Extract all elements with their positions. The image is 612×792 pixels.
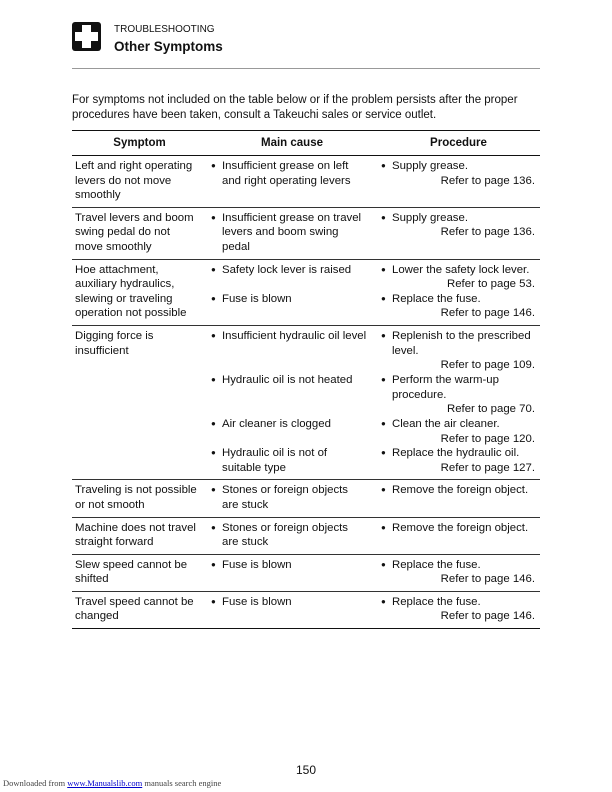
bullet-icon: ● bbox=[211, 596, 216, 606]
bullet-icon: ● bbox=[381, 522, 386, 532]
table-row bbox=[72, 480, 540, 517]
bullet-icon: ● bbox=[381, 293, 386, 303]
page-number: 150 bbox=[296, 763, 317, 777]
footer-prefix: Downloaded from bbox=[3, 778, 68, 788]
procedure-item bbox=[379, 292, 538, 321]
manualslib-link[interactable]: www.Manualslib.com bbox=[67, 778, 143, 788]
procedure-cell bbox=[377, 517, 540, 554]
bullet-icon: ● bbox=[211, 559, 216, 569]
bullet-icon: ● bbox=[211, 330, 216, 340]
bullet-icon: ● bbox=[211, 293, 216, 303]
procedure-item bbox=[379, 159, 538, 188]
cause-text: Safety lock lever is raised bbox=[222, 263, 352, 276]
procedure-text: Replace the fuse. bbox=[392, 595, 481, 608]
procedure-item bbox=[379, 329, 538, 373]
section-label: TROUBLESHOOTING bbox=[114, 24, 215, 35]
cause-text: Insufficient hydraulic oil level bbox=[222, 329, 367, 342]
table-row bbox=[72, 207, 540, 259]
cause-text: Hydraulic oil is not of suitable type bbox=[222, 446, 328, 474]
procedure-text: Replace the hydraulic oil. bbox=[392, 447, 520, 460]
bullet-icon: ● bbox=[381, 418, 386, 428]
procedure-cell bbox=[377, 156, 540, 208]
table-row bbox=[72, 591, 540, 628]
cause-item bbox=[209, 292, 375, 307]
page-reference: Refer to page 53. bbox=[446, 278, 535, 291]
page-reference: Refer to page 136. bbox=[440, 174, 535, 187]
cause-text: Stones or foreign objects are stuck bbox=[222, 484, 349, 511]
symptom-cell: Travel levers and boom swing pedal do not move smoothly bbox=[72, 207, 207, 259]
page-reference: Refer to page 146. bbox=[440, 573, 535, 586]
table-row bbox=[72, 325, 540, 479]
cause-text: Insufficient grease on left and right operating levers bbox=[222, 160, 351, 187]
cause-cell bbox=[207, 207, 377, 259]
troubleshooting-cross-icon bbox=[72, 22, 101, 51]
procedure-text: Clean the air cleaner. bbox=[392, 417, 500, 430]
table-row bbox=[72, 554, 540, 591]
cause-item bbox=[209, 373, 375, 417]
cause-item bbox=[209, 417, 375, 446]
cause-item bbox=[209, 521, 375, 550]
procedure-item bbox=[379, 595, 538, 624]
cause-item bbox=[209, 483, 375, 512]
procedure-text: Replace the fuse. bbox=[392, 558, 481, 571]
bullet-icon: ● bbox=[381, 161, 386, 170]
table-row bbox=[72, 259, 540, 325]
symptom-cell: Traveling is not possible or not smooth bbox=[72, 480, 207, 517]
header-symptom: Symptom bbox=[72, 131, 207, 156]
symptom-cell: Left and right operating levers do not move smoothly bbox=[72, 156, 207, 208]
cause-item bbox=[209, 446, 375, 475]
cause-item bbox=[209, 263, 375, 292]
page-reference: Refer to page 120. bbox=[440, 432, 535, 445]
procedure-text: Replace the fuse. bbox=[392, 292, 481, 305]
symptom-cell: Slew speed cannot be shifted bbox=[72, 554, 207, 591]
page-reference: Refer to page 136. bbox=[440, 226, 535, 239]
header-procedure: Procedure bbox=[377, 131, 540, 156]
bullet-icon: ● bbox=[381, 596, 386, 606]
bullet-icon: ● bbox=[211, 418, 216, 428]
download-footer bbox=[3, 778, 221, 788]
symptom-cell: Hoe attachment, auxiliary hydraulics, slewing or traveling operation not possible bbox=[72, 259, 207, 325]
procedure-cell bbox=[377, 554, 540, 591]
bullet-icon: ● bbox=[381, 330, 386, 340]
symptom-cell: Machine does not travel straight forward bbox=[72, 517, 207, 554]
procedure-text: Lower the safety lock lever. bbox=[392, 263, 530, 276]
cause-item bbox=[209, 558, 375, 573]
bullet-icon: ● bbox=[211, 447, 216, 457]
page-reference: Refer to page 70. bbox=[446, 403, 535, 416]
bullet-icon: ● bbox=[381, 212, 386, 222]
bullet-icon: ● bbox=[211, 485, 216, 495]
cause-text: Fuse is blown bbox=[222, 292, 292, 305]
procedure-item bbox=[379, 211, 538, 240]
procedure-item bbox=[379, 263, 538, 292]
page-reference: Refer to page 146. bbox=[440, 307, 535, 320]
intro-paragraph: For symptoms not included on the table below or if the problem persists after the proper procedures have been taken, consult a Takeuchi sales or service outlet. bbox=[72, 94, 518, 121]
bullet-icon: ● bbox=[381, 485, 386, 495]
cause-cell bbox=[207, 554, 377, 591]
bullet-icon: ● bbox=[381, 559, 386, 569]
bullet-icon: ● bbox=[381, 264, 386, 274]
page-reference: Refer to page 109. bbox=[440, 359, 535, 372]
page-reference: Refer to page 146. bbox=[440, 610, 535, 623]
cause-item bbox=[209, 595, 375, 610]
cause-cell bbox=[207, 517, 377, 554]
procedure-item bbox=[379, 521, 538, 536]
cause-text: Stones or foreign objects are stuck bbox=[222, 521, 349, 549]
procedure-text: Remove the foreign object. bbox=[392, 484, 529, 497]
bullet-icon: ● bbox=[211, 161, 216, 170]
table-row bbox=[72, 517, 540, 554]
procedure-item bbox=[379, 558, 538, 587]
cause-item bbox=[209, 211, 375, 255]
cause-text: Insufficient grease on travel levers and boom swing pedal bbox=[222, 211, 362, 253]
symptoms-table bbox=[72, 130, 540, 629]
procedure-item bbox=[379, 446, 538, 475]
bullet-icon: ● bbox=[381, 448, 386, 458]
bullet-icon: ● bbox=[211, 374, 216, 384]
footer-suffix: manuals search engine bbox=[142, 778, 222, 788]
bullet-icon: ● bbox=[381, 374, 386, 384]
cause-item bbox=[209, 159, 375, 188]
procedure-text: Remove the foreign object. bbox=[392, 521, 529, 534]
procedure-text: Supply grease. bbox=[392, 160, 468, 172]
procedure-text: Perform the warm-up procedure. bbox=[392, 373, 499, 401]
procedure-cell bbox=[377, 325, 540, 479]
procedure-cell bbox=[377, 591, 540, 628]
bullet-icon: ● bbox=[211, 522, 216, 532]
cause-text: Fuse is blown bbox=[222, 558, 292, 571]
cause-text: Fuse is blown bbox=[222, 595, 292, 608]
header-main-cause: Main cause bbox=[207, 131, 377, 156]
procedure-text: Replenish to the prescribed level. bbox=[392, 329, 531, 357]
cause-item bbox=[209, 329, 375, 373]
procedure-cell bbox=[377, 480, 540, 517]
table-row bbox=[72, 156, 540, 208]
cause-text: Air cleaner is clogged bbox=[222, 417, 331, 430]
procedure-cell bbox=[377, 259, 540, 325]
procedure-item bbox=[379, 417, 538, 446]
procedure-cell bbox=[377, 207, 540, 259]
procedure-item bbox=[379, 483, 538, 498]
cause-cell bbox=[207, 259, 377, 325]
cause-cell bbox=[207, 325, 377, 479]
cause-cell bbox=[207, 480, 377, 517]
header-divider bbox=[72, 68, 540, 69]
cause-text: Hydraulic oil is not heated bbox=[222, 373, 353, 386]
cause-cell bbox=[207, 591, 377, 628]
procedure-item bbox=[379, 373, 538, 417]
page-title: Other Symptoms bbox=[114, 39, 223, 54]
bullet-icon: ● bbox=[211, 212, 216, 222]
page-reference: Refer to page 127. bbox=[440, 461, 535, 474]
symptom-cell: Digging force is insufficient bbox=[72, 325, 207, 479]
symptom-cell: Travel speed cannot be changed bbox=[72, 591, 207, 628]
procedure-text: Supply grease. bbox=[392, 211, 468, 224]
bullet-icon: ● bbox=[211, 264, 216, 274]
cause-cell bbox=[207, 156, 377, 208]
